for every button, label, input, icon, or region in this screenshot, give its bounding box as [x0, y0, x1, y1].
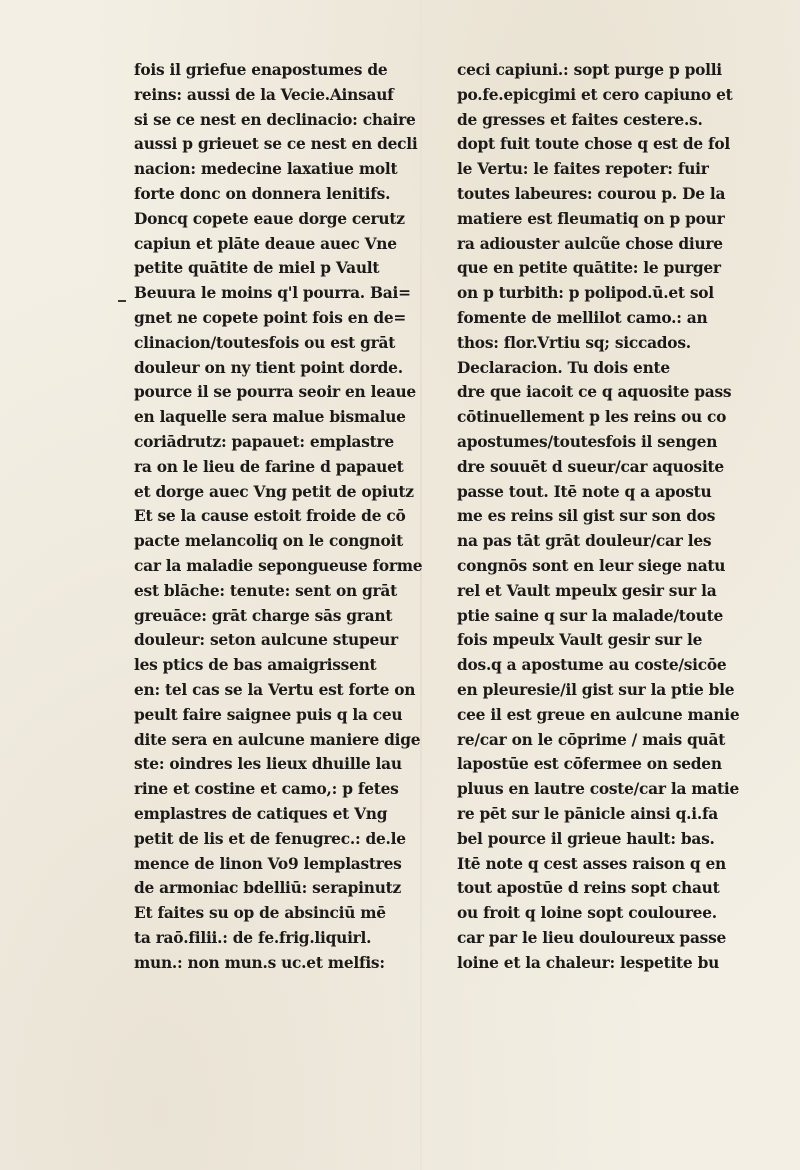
text-line: petit de lis et de fenugrec.: de.le — [134, 829, 406, 848]
text-line: fois mpeulx Vault gesir sur le — [457, 631, 703, 650]
text-line: mence de linon Vo9 lemplastres — [134, 854, 402, 873]
text-line: apostumes/toutesfois il sengen — [457, 432, 718, 451]
text-line: ra on le lieu de farine d papauet — [134, 457, 404, 476]
text-line: Beuura le moins q'l pourra. Bai= — [134, 284, 411, 303]
text-line: mun.: non mun.s uc.et melfis: — [134, 953, 385, 972]
text-line: lapostūe est cōfermee on seden — [457, 755, 722, 774]
text-line: re/car on le cōprime / mais quāt — [457, 730, 726, 749]
text-line: fomente de mellilot camo.: an — [457, 308, 708, 327]
text-line: pluus en lautre coste/car la matie — [457, 780, 740, 799]
text-line: et dorge auec Vng petit de opiutz — [134, 482, 414, 501]
text-line: peult faire saignee puis q la ceu — [134, 705, 403, 724]
text-line: ta raō.filii.: de fe.frig.liquirl. — [134, 928, 372, 947]
text-line: ceci capiuni.: sopt purge p polli — [457, 61, 722, 79]
text-line: douleur on ny tient point dorde. — [134, 358, 403, 377]
text-line: clinacion/toutesfois ou est grāt — [134, 333, 396, 352]
margin-mark — [118, 300, 126, 302]
text-line: emplastres de catiques et Vng — [134, 804, 388, 823]
text-line: est blāche: tenute: sent on grāt — [134, 581, 397, 600]
text-line: me es reins sil gist sur son dos — [457, 507, 716, 526]
text-line: toutes labeures: courou p. De la — [457, 184, 726, 203]
text-line: douleur: seton aulcune stupeur — [134, 631, 398, 650]
text-line: on p turbith: p polipod.ū.et sol — [457, 284, 714, 303]
left-text-column — [134, 58, 434, 975]
text-line: cōtinuellement p les reins ou co — [457, 408, 727, 427]
text-line: si se ce nest en declinacio: chaire — [134, 110, 416, 129]
text-line: Declaracion. Tu dois ente — [457, 358, 670, 377]
text-line: pource il se pourra seoir en leaue — [134, 383, 416, 402]
text-line: Itē note q cest asses raison q en — [457, 854, 726, 873]
text-line: aussi p grieuet se ce nest en decli — [134, 135, 418, 154]
text-line: les ptics de bas amaigrissent — [134, 656, 377, 675]
right-text-column — [457, 58, 797, 975]
text-line: Doncq copete eaue dorge cerutz — [134, 209, 405, 228]
text-line: reins: aussi de la Vecie.Ainsauf — [134, 85, 394, 104]
text-line: matiere est fleumatiq on p pour — [457, 209, 725, 228]
text-line: en: tel cas se la Vertu est forte on — [134, 680, 416, 699]
text-line: cee il est greue en aulcune manie — [457, 705, 740, 724]
text-line: dos.q a apostume au coste/sicōe — [457, 656, 727, 675]
text-line: ou froit q loine sopt coulouree. — [457, 904, 717, 923]
text-line: re pēt sur le pānicle ainsi q.i.fa — [457, 804, 719, 823]
text-line: passe tout. Itē note q a apostu — [457, 482, 712, 501]
text-line: dre que iacoit ce q aquosite pass — [457, 383, 732, 402]
text-line: capiun et plāte deaue auec Vne — [134, 234, 397, 253]
text-line: fois il griefue enapostumes de — [134, 61, 388, 79]
text-line: gnet ne copete point fois en de= — [134, 308, 407, 327]
text-line: na pas tāt grāt douleur/car les — [457, 532, 712, 551]
text-line: car la maladie sepongueuse forme — [134, 556, 423, 575]
text-line: Et se la cause estoit froide de cō — [134, 507, 406, 526]
text-line: le Vertu: le faites repoter: fuir — [457, 160, 709, 179]
text-line: bel pource il grieue hault: bas. — [457, 829, 715, 848]
text-line: dite sera en aulcune maniere dige — [134, 730, 421, 749]
text-line: rel et Vault mpeulx gesir sur la — [457, 581, 717, 600]
text-line: ptie saine q sur la malade/toute — [457, 606, 724, 625]
text-line: nacion: medecine laxatiue molt — [134, 160, 398, 179]
text-line: dre souuēt d sueur/car aquosite — [457, 457, 724, 476]
text-line: coriādrutz: papauet: emplastre — [134, 432, 394, 451]
text-line: de armoniac bdelliū: serapinutz — [134, 879, 401, 898]
text-line: car par le lieu douloureux passe — [457, 928, 727, 947]
text-line: greuāce: grāt charge sās grant — [134, 606, 393, 625]
text-line: dopt fuit toute chose q est de fol — [457, 135, 731, 154]
text-line: petite quātite de miel p Vault — [134, 259, 380, 278]
text-line: Et faites su op de absinciū mē — [134, 904, 386, 923]
text-line: ra adiouster aulcũe chose diure — [457, 234, 723, 253]
text-line: en laquelle sera malue bismalue — [134, 408, 406, 427]
text-line: thos: flor.Vrtiu sq; siccados. — [457, 333, 691, 352]
text-line: loine et la chaleur: lespetite bu — [457, 953, 720, 972]
text-line: que en petite quātite: le purger — [457, 259, 721, 278]
text-line: tout apostūe d reins sopt chaut — [457, 879, 720, 898]
text-line: pacte melancoliq on le congnoit — [134, 532, 403, 551]
text-line: rine et costine et camo,: p fetes — [134, 780, 399, 799]
text-line: congnōs sont en leur siege natu — [457, 556, 726, 575]
text-line: forte donc on donnera lenitifs. — [134, 184, 391, 203]
text-line: po.fe.epicgimi et cero capiuno et — [457, 85, 733, 104]
text-line: en pleuresie/il gist sur la ptie ble — [457, 680, 735, 699]
text-line: de gresses et faites cestere.s. — [457, 110, 703, 129]
text-line: ste: oindres les lieux dhuille lau — [134, 755, 402, 774]
